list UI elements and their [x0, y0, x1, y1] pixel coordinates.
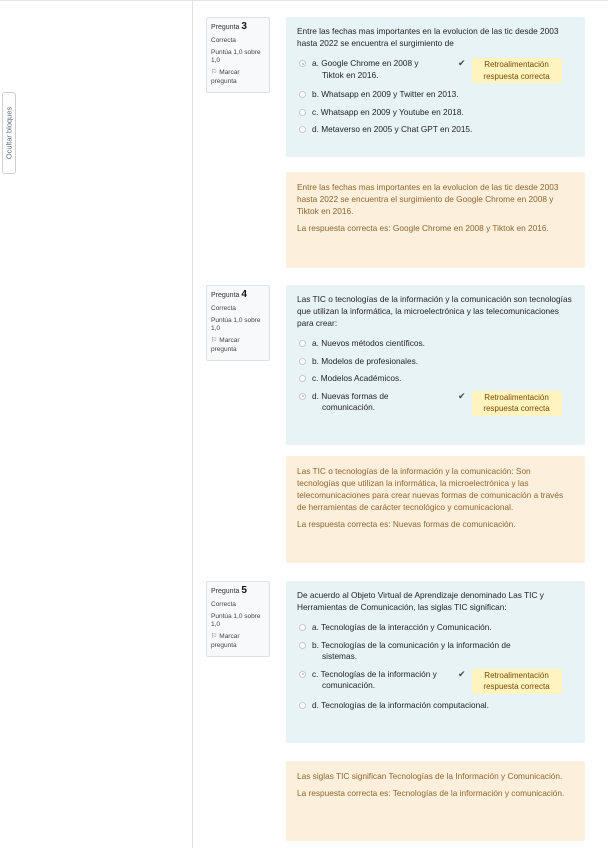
radio-button[interactable] — [299, 358, 306, 365]
question-state: Correcta — [211, 304, 236, 312]
question-content — [286, 581, 585, 743]
answer-option-a[interactable]: a. Nuevos métodos científicos. — [297, 338, 574, 350]
question-content — [286, 285, 585, 445]
answer-option-c[interactable]: c. Modelos Académicos. — [297, 373, 574, 385]
flag-icon: ⚐ — [211, 632, 218, 640]
flag-question-link[interactable]: ⚐ Marcar pregunta — [211, 336, 240, 353]
radio-button[interactable] — [299, 702, 306, 709]
answer-option-d[interactable]: d. Tecnologías de la información computacional. — [297, 700, 574, 712]
radio-button[interactable] — [299, 375, 306, 382]
inline-feedback: Retroalimentación respuesta correcta — [472, 58, 562, 83]
answer-option-d[interactable]: d. Nuevas formas de comunicación. ✔ Retroalimentación respuesta correcta — [297, 391, 574, 416]
check-icon: ✔ — [458, 390, 466, 401]
flag-question-link[interactable]: ⚐ Marcar pregunta — [211, 68, 240, 85]
question-text: Entre las fechas mas importantes en la evolucion de las tic desde 2003 hasta 2022 se encuentra el surgimiento de — [297, 26, 559, 49]
question-state: Correcta — [211, 600, 236, 608]
general-feedback: Las TIC o tecnologías de la información y la comunicación: Son tecnologías que utilizan la informática, la microelectrónica y las telecomunicaciones para crear nuevas formas de comunicación a través de herramientas de carácter tecnológico y comunicacional. — [297, 466, 564, 513]
general-feedback: Entre las fechas mas importantes en la evolucion de las tic desde 2003 hasta 2022 se encuentra el surgimiento de Google Chrome en 2008 y Tiktok en 2016. — [297, 182, 559, 217]
radio-button[interactable] — [299, 393, 306, 400]
answer-option-b[interactable]: b. Modelos de profesionales. — [297, 356, 574, 368]
radio-button[interactable] — [299, 624, 306, 631]
answer-option-a[interactable]: a. Tecnologías de la interacción y Comunicación. — [297, 622, 574, 634]
answer-option-c[interactable]: c. Tecnologías de la información y comunicación. ✔ Retroalimentación respuesta correcta — [297, 669, 574, 694]
question-text: De acuerdo al Objeto Virtual de Aprendizaje denominado Las TIC y Herramientas de Comunicación, las siglas TIC significan: — [297, 590, 544, 613]
check-icon: ✔ — [458, 58, 466, 69]
inline-feedback: Retroalimentación respuesta correcta — [472, 669, 562, 694]
flag-icon: ⚐ — [211, 336, 218, 344]
column-divider — [192, 0, 193, 848]
answer-option-a[interactable]: a. Google Chrome en 2008 y Tiktok en 2016. ✔ Retroalimentación respuesta correcta — [297, 58, 574, 83]
flag-icon: ⚐ — [211, 68, 218, 76]
question-feedback — [286, 172, 585, 268]
question-grade: Puntúa 1,0 sobre 1,0 — [211, 612, 261, 628]
right-answer: La respuesta correcta es: Google Chrome en 2008 y Tiktok en 2016. — [297, 223, 549, 234]
answer-option-d[interactable]: d. Metaverso en 2005 y Chat GPT en 2015. — [297, 124, 574, 136]
check-icon: ✔ — [458, 668, 466, 679]
answer-options — [297, 58, 574, 136]
inline-feedback: Retroalimentación respuesta correcta — [472, 391, 562, 416]
answer-option-b[interactable]: b. Whatsapp en 2009 y Twitter en 2013. — [297, 89, 574, 101]
answer-option-c[interactable]: c. Whatsapp en 2009 y Youtube en 2018. — [297, 107, 574, 119]
flag-question-link[interactable]: ⚐ Marcar pregunta — [211, 632, 240, 649]
radio-button[interactable] — [299, 340, 306, 347]
hide-blocks-button[interactable] — [2, 92, 16, 174]
radio-button[interactable] — [299, 671, 306, 678]
right-answer: La respuesta correcta es: Nuevas formas de comunicación. — [297, 519, 516, 530]
question-feedback — [286, 761, 585, 841]
answer-options — [297, 622, 574, 712]
radio-button[interactable] — [299, 126, 306, 133]
answer-options — [297, 338, 574, 416]
radio-button[interactable] — [299, 109, 306, 116]
question-number: Pregunta 5 — [211, 585, 247, 596]
radio-button[interactable] — [299, 91, 306, 98]
question-info — [206, 17, 270, 93]
question-number: Pregunta 4 — [211, 289, 247, 300]
question-grade: Puntúa 1,0 sobre 1,0 — [211, 316, 261, 332]
question-info — [206, 581, 270, 657]
answer-option-b[interactable]: b. Tecnologías de la comunicación y la información de sistemas. — [297, 640, 574, 663]
question-content — [286, 17, 585, 157]
hide-blocks-label: Ocultar bloques — [4, 106, 14, 160]
question-state: Correcta — [211, 36, 236, 44]
question-feedback — [286, 456, 585, 563]
right-answer: La respuesta correcta es: Tecnologías de la información y comunicación. — [297, 788, 565, 799]
top-border — [0, 0, 608, 1]
radio-button[interactable] — [299, 60, 306, 67]
general-feedback: Las siglas TIC significan Tecnologías de la Información y Comunicación. — [297, 771, 563, 781]
question-info — [206, 285, 270, 361]
question-text: Las TIC o tecnologías de la información y la comunicación son tecnologías que utilizan la informática, la microelectrónica y las telecomunicaciones para crear: — [297, 294, 572, 329]
question-grade: Puntúa 1,0 sobre 1,0 — [211, 48, 261, 64]
question-number: Pregunta 3 — [211, 21, 247, 32]
radio-button[interactable] — [299, 642, 306, 649]
